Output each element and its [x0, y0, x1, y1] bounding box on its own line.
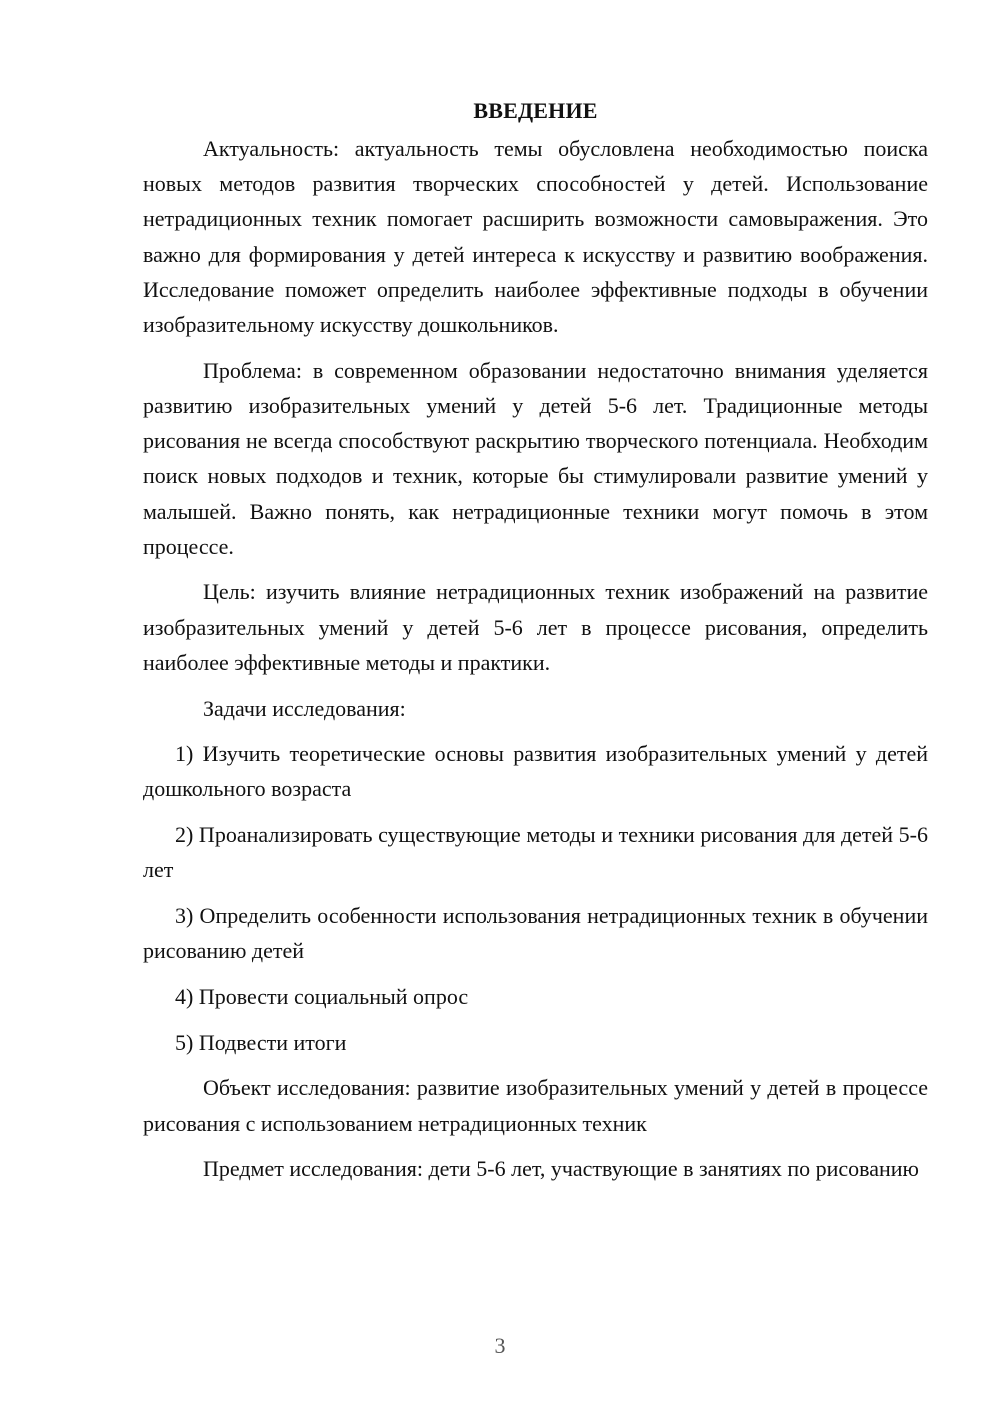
paragraph-goal: Цель: изучить влияние нетрадиционных техник изображений на развитие изобразительных умений у детей 5-6 лет в процессе рисования, определить наиболее эффективные методы и практики. — [143, 579, 928, 675]
section-title: ВВЕДЕНИЕ — [473, 98, 598, 123]
paragraph-tasks-heading: Задачи исследования: — [203, 695, 406, 721]
paragraph-object: Объект исследования: развитие изобразительных умений у детей в процессе рисования с использованием нетрадиционных техник — [143, 1075, 928, 1136]
task-item-4: 4) Провести социальный опрос — [175, 983, 469, 1009]
page-number: 3 — [494, 1333, 506, 1358]
task-item-2: 2) Проанализировать существующие методы и техники рисования для детей 5-6 лет — [143, 822, 928, 883]
task-item-3: 3) Определить особенности использования нетрадиционных техник в обучении рисованию детей — [143, 903, 928, 964]
task-item-1: 1) Изучить теоретические основы развития изобразительных умений у детей дошкольного возраста — [143, 741, 928, 802]
paragraph-problem: Проблема: в современном образовании недостаточно внимания уделяется развитию изобразительных умений у детей 5-6 лет. Традиционные методы рисования не всегда способствуют раскрытию творческого потенциала. Необходим поиск новых подходов и техник, которые бы стимулировали развитие умений у малышей. Важно понять, как нетрадиционные техники могут помочь в этом процессе. — [143, 357, 928, 559]
page-content — [143, 93, 928, 1197]
task-item-5: 5) Подвести итоги — [175, 1029, 347, 1055]
paragraph-subject: Предмет исследования: дети 5-6 лет, участвующие в занятиях по рисованию — [203, 1156, 919, 1182]
paragraph-relevance: Актуальность: актуальность темы обусловлена необходимостью поиска новых методов развития творческих способностей у детей. Использование нетрадиционных техник помогает расширить возможности самовыражения. Это важно для формирования у детей интереса к искусству и развитию воображения. Исследование поможет определить наиболее эффективные подходы в обучении изобразительному искусству дошкольников. — [143, 136, 928, 338]
